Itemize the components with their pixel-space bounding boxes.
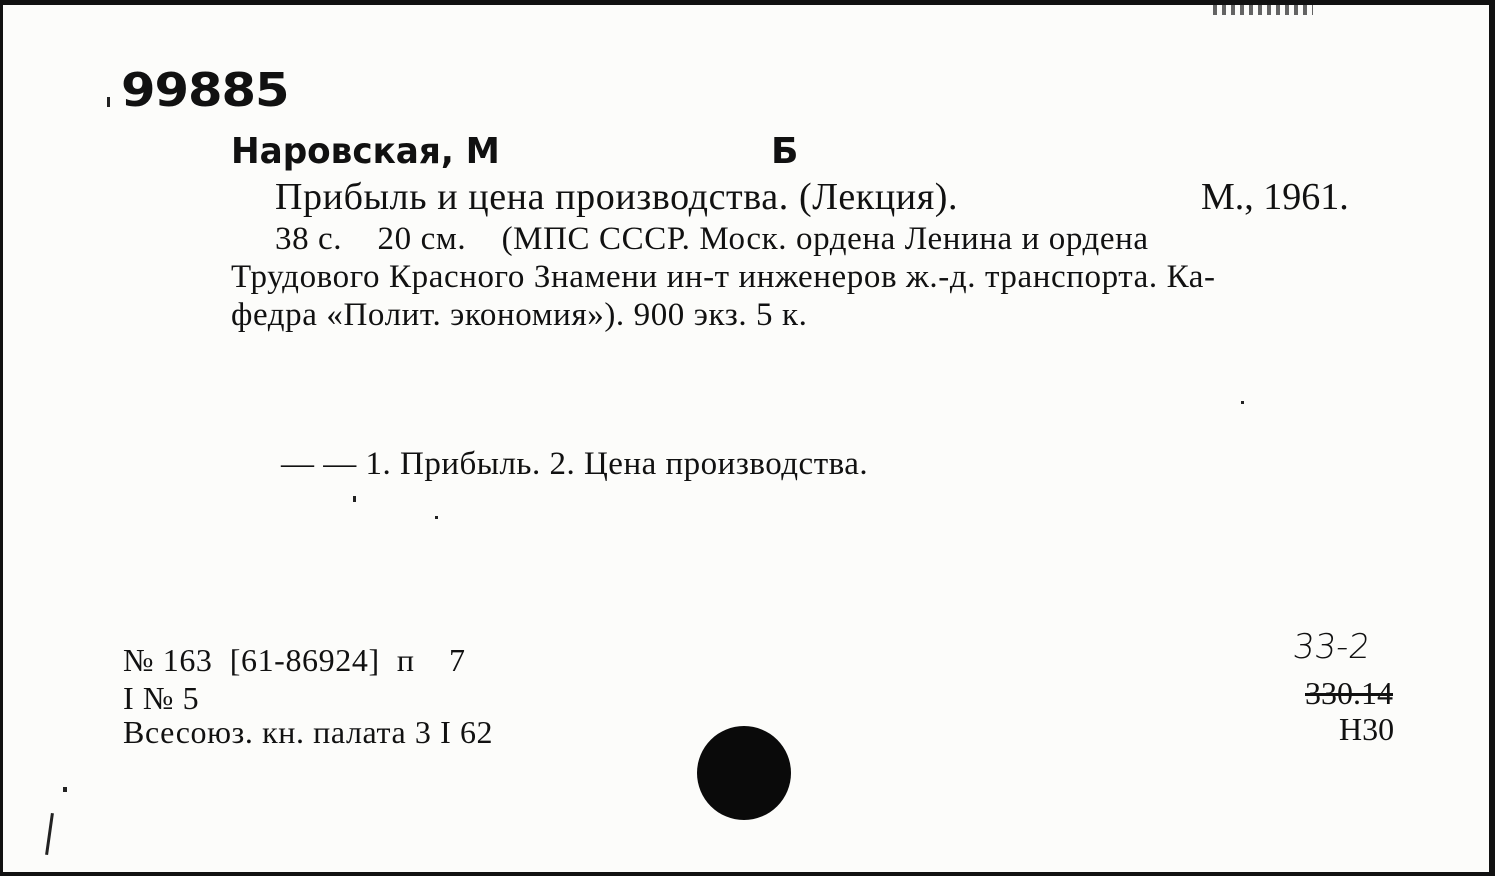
ink-speck — [107, 97, 110, 107]
ink-stroke — [45, 813, 54, 855]
punch-hole — [697, 726, 791, 820]
ink-speck — [353, 496, 356, 502]
handwritten-classification: 33-2 — [1290, 627, 1373, 667]
ink-speck — [1241, 401, 1244, 404]
publication-place-year: М., 1961. — [1201, 176, 1349, 218]
ink-speck — [435, 516, 438, 519]
inventory-number: 99885 — [121, 63, 289, 117]
edge-wear — [1213, 5, 1313, 15]
author-mark: Н30 — [1339, 711, 1395, 747]
udk-code: 330.14 — [1305, 675, 1393, 711]
footer-line-1: № 163 [61-86924] п 7 — [123, 642, 466, 678]
description-line-2: Трудового Красного Знамени ин-т инженеров ж.-д. транспорта. Ка- — [231, 259, 1216, 295]
author-heading: Наровская, М — [231, 131, 500, 172]
subject-headings: — — 1. Прибыль. 2. Цена производства. — [281, 446, 869, 482]
footer-line-2: I № 5 — [123, 680, 200, 716]
description-line-3: федра «Полит. экономия»). 900 экз. 5 к. — [231, 297, 808, 333]
description-line-1: 38 с. 20 см. (МПС СССР. Моск. ордена Ленина и ордена — [275, 221, 1149, 257]
footer-line-3: Всесоюз. кн. палата 3 I 62 — [123, 714, 494, 750]
book-title: Прибыль и цена производства. (Лекция). — [275, 176, 959, 218]
shelf-letter: Б — [771, 131, 799, 172]
ink-speck — [63, 787, 67, 792]
